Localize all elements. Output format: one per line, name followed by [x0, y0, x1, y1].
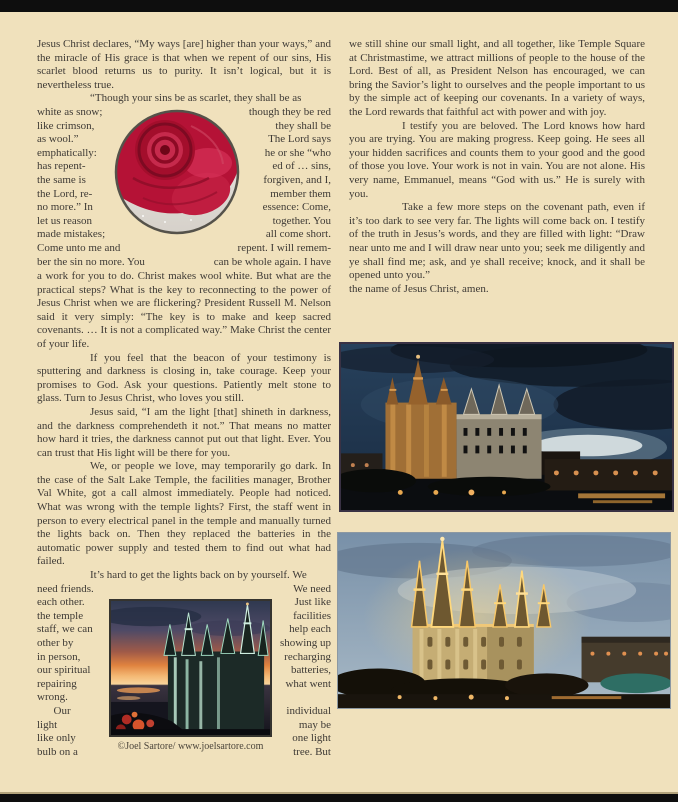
- temple-dusk-graphic: [341, 344, 672, 510]
- wrap-left-text: no more.” In: [37, 201, 93, 214]
- rose-wrap-row: [37, 174, 331, 188]
- wrap-left-text: the same is: [37, 173, 86, 186]
- wrap-right-text: essence: Come,: [262, 201, 331, 214]
- wrap-left-text: other by: [37, 637, 74, 649]
- wrap-left-text: ber the sin no more. You: [37, 255, 145, 268]
- rose-wrap-row: [37, 256, 331, 270]
- wrap-right-text: may be: [298, 718, 331, 731]
- wrap-right-text: facilities: [293, 609, 331, 622]
- wrap-right-text: recharging: [284, 650, 331, 663]
- rose-wrap-row: [37, 201, 331, 215]
- left-column: [37, 38, 331, 761]
- sunset-wrap-row: [37, 610, 331, 624]
- wrap-left-text: in person,: [37, 650, 81, 663]
- sunset-wrap-rows: [37, 583, 331, 760]
- wrap-left-text: made mistakes;: [37, 228, 106, 241]
- rose-wrap-row: [37, 120, 331, 134]
- bottom-border-bar: [0, 792, 678, 802]
- paragraph-declares: Jesus Christ declares, “My ways [are] higher than your ways,” and the miracle of His grace is that when we repent of our sins, His scarlet blood returns us to purity. It isn’t logical, but it is nevertheless true.: [37, 38, 331, 91]
- wrap-right-text: member them: [270, 187, 331, 200]
- wrap-right-text: tree. But: [293, 745, 331, 758]
- wrap-left-text: Come unto me and: [37, 241, 121, 254]
- paragraph-practical-steps: a work for you to do. Christ makes wool white. But what are the practical steps? What is the key to reconnecting to the power of Jesus Christ when we are flickering? President Russell M. Nelson said it very simply: “The key is to make and keep sacred covenants. … It is not a complicated way.” Make Christ the center of your life.: [37, 269, 331, 350]
- paragraph-though-first-line: “Though your sins be as scarlet, they shall be as: [90, 92, 302, 105]
- wrap-right-text: forgiven, and I,: [263, 173, 331, 186]
- wrap-right-text: batteries,: [290, 664, 331, 677]
- wrap-left-text: repairing: [37, 677, 77, 690]
- sunset-wrap-row: [37, 623, 331, 637]
- sunset-wrap-row: [37, 637, 331, 651]
- wrap-left-text: each other.: [37, 596, 85, 609]
- sunset-wrap-row: [37, 705, 331, 719]
- rose-wrap-row: [37, 147, 331, 161]
- sunset-wrap-row: [37, 678, 331, 692]
- rose-wrap-row: [37, 188, 331, 202]
- wrap-left-text: emphatically:: [37, 146, 97, 159]
- wrap-right-text: all come short.: [265, 228, 331, 241]
- sunset-wrap-row: [37, 664, 331, 678]
- sunset-wrap-row: [37, 596, 331, 610]
- rose-wrap-row: [37, 228, 331, 242]
- wrap-left-text: let us reason: [37, 214, 92, 227]
- wrap-left-text: the temple: [37, 609, 84, 622]
- wrap-right-text: ed of … sins,: [272, 160, 331, 173]
- top-border-bar: [0, 0, 678, 12]
- rose-wrap-row: [37, 106, 331, 120]
- wrap-right-text: they shall be: [275, 119, 331, 132]
- wrap-right-text: he or she “who: [264, 146, 331, 159]
- wrap-right-text: We need: [293, 582, 331, 595]
- sunset-wrap-row: [37, 691, 331, 705]
- wrap-left-text: wrong.: [37, 691, 68, 704]
- wrap-left-text: our spiritual: [37, 664, 91, 677]
- wrap-right-text: what went: [285, 677, 331, 690]
- wrap-right-text: help each: [289, 623, 331, 636]
- paragraph-beacon: If you feel that the beacon of your testimony is sputtering and darkness is closing in, take courage. Keep your promises to God. Ask your questions. Patiently melt stone to glass. Turn to Jesus Christ, who loves you still.: [37, 351, 331, 405]
- wrap-right-text: though they be red: [248, 105, 331, 118]
- wrap-left-text: as wool.”: [37, 133, 79, 146]
- wrap-left-text: bulb on a: [37, 745, 78, 758]
- wrap-right-text: can be whole again. I have: [213, 255, 331, 268]
- paragraph-covenant-path: Take a few more steps on the covenant path, even if it’s too dark to see very far. The lights will come back on. I testify of the truth in Jesus’s words, and they are filled with light: “Draw near unto me and I will draw near unto you; seek me diligently and ye shall find me; ask, and ye shall receive; knock, and it shall be opened unto you.”: [349, 201, 645, 282]
- temple-lights-photo: [337, 532, 671, 709]
- wrap-right-text: Just like: [294, 596, 331, 609]
- sunset-wrap-row: [37, 651, 331, 665]
- paragraph-testify-beloved: I testify you are beloved. The Lord knows how hard you are trying. You are making progress. Keep going. He sees all your hidden sacrifices and counts them to your good and the good of those you love. Your work is not in vain. You are not alone. His very name, Emmanuel, means “God with us.” He is surely with you.: [349, 119, 645, 200]
- paragraph-go-dark: We, or people we love, may temporarily go dark. In the case of the Salt Lake Temple, the facilities manager, Brother Val White, got a call almost immediately. People had noticed. What was wrong with the temple lights? First, the staff went in person to every electrical panel in the temple and manually turned the lights back on. Then they replaced the batteries in the automatic power supply and tested them to find out what had failed.: [37, 460, 331, 568]
- temple-dusk-photo: [339, 342, 674, 512]
- wrap-right-text: The Lord says: [268, 133, 331, 146]
- wrap-left-text: Our: [37, 704, 71, 717]
- temple-lights-graphic: [338, 533, 670, 708]
- paragraph-light-in-darkness: Jesus said, “I am the light [that] shineth in darkness, and the darkness comprehendeth it not.” That means no matter how hard it tries, the darkness cannot put out that light. Ever. You can trust that His light will be there for you.: [37, 405, 331, 459]
- paragraph-closing: the name of Jesus Christ, amen.: [349, 282, 489, 295]
- rose-wrap-region: [37, 106, 331, 270]
- wrap-right-text: showing up: [279, 637, 331, 649]
- paragraph-small-light: we still shine our small light, and all together, like Temple Square at Christmastime, we attract millions of people to the house of the Lord. Best of all, as President Nelson has encouraged, we can bring the Savior’s light to ourselves and the people important to us by the simple act of keeping our covenants. In a variety of ways, the Lord rewards that faithful act with power and with joy.: [349, 38, 645, 118]
- wrap-right-text: individual: [286, 704, 331, 717]
- rose-wrap-row: [37, 242, 331, 256]
- paragraph-hard-first-line: It’s hard to get the lights back on by yourself. We: [90, 569, 307, 582]
- wrap-left-text: has repent-: [37, 160, 86, 173]
- wrap-right-text: one light: [292, 732, 331, 745]
- wrap-left-text: need friends.: [37, 582, 94, 595]
- rose-wrap-row: [37, 133, 331, 147]
- rose-wrap-rows: [37, 106, 331, 269]
- rose-wrap-row: [37, 160, 331, 174]
- wrap-left-text: like only: [37, 732, 76, 745]
- wrap-left-text: staff, we can: [37, 623, 93, 636]
- photo-caption: ©Joel Sartore/ www.joelsartore.com: [117, 740, 264, 752]
- wrap-left-text: like crimson,: [37, 119, 95, 132]
- wrap-right-text: together. You: [272, 214, 331, 227]
- right-column: [349, 38, 645, 296]
- rose-wrap-row: [37, 215, 331, 229]
- wrap-left-text: light: [37, 718, 58, 731]
- wrap-left-text: white as snow;: [37, 105, 103, 118]
- sunset-wrap-row: [37, 583, 331, 597]
- sunset-wrap-row: [37, 719, 331, 733]
- sunset-wrap-region: [37, 583, 331, 761]
- wrap-right-text: repent. I will remem-: [237, 241, 331, 254]
- wrap-left-text: the Lord, re-: [37, 187, 93, 200]
